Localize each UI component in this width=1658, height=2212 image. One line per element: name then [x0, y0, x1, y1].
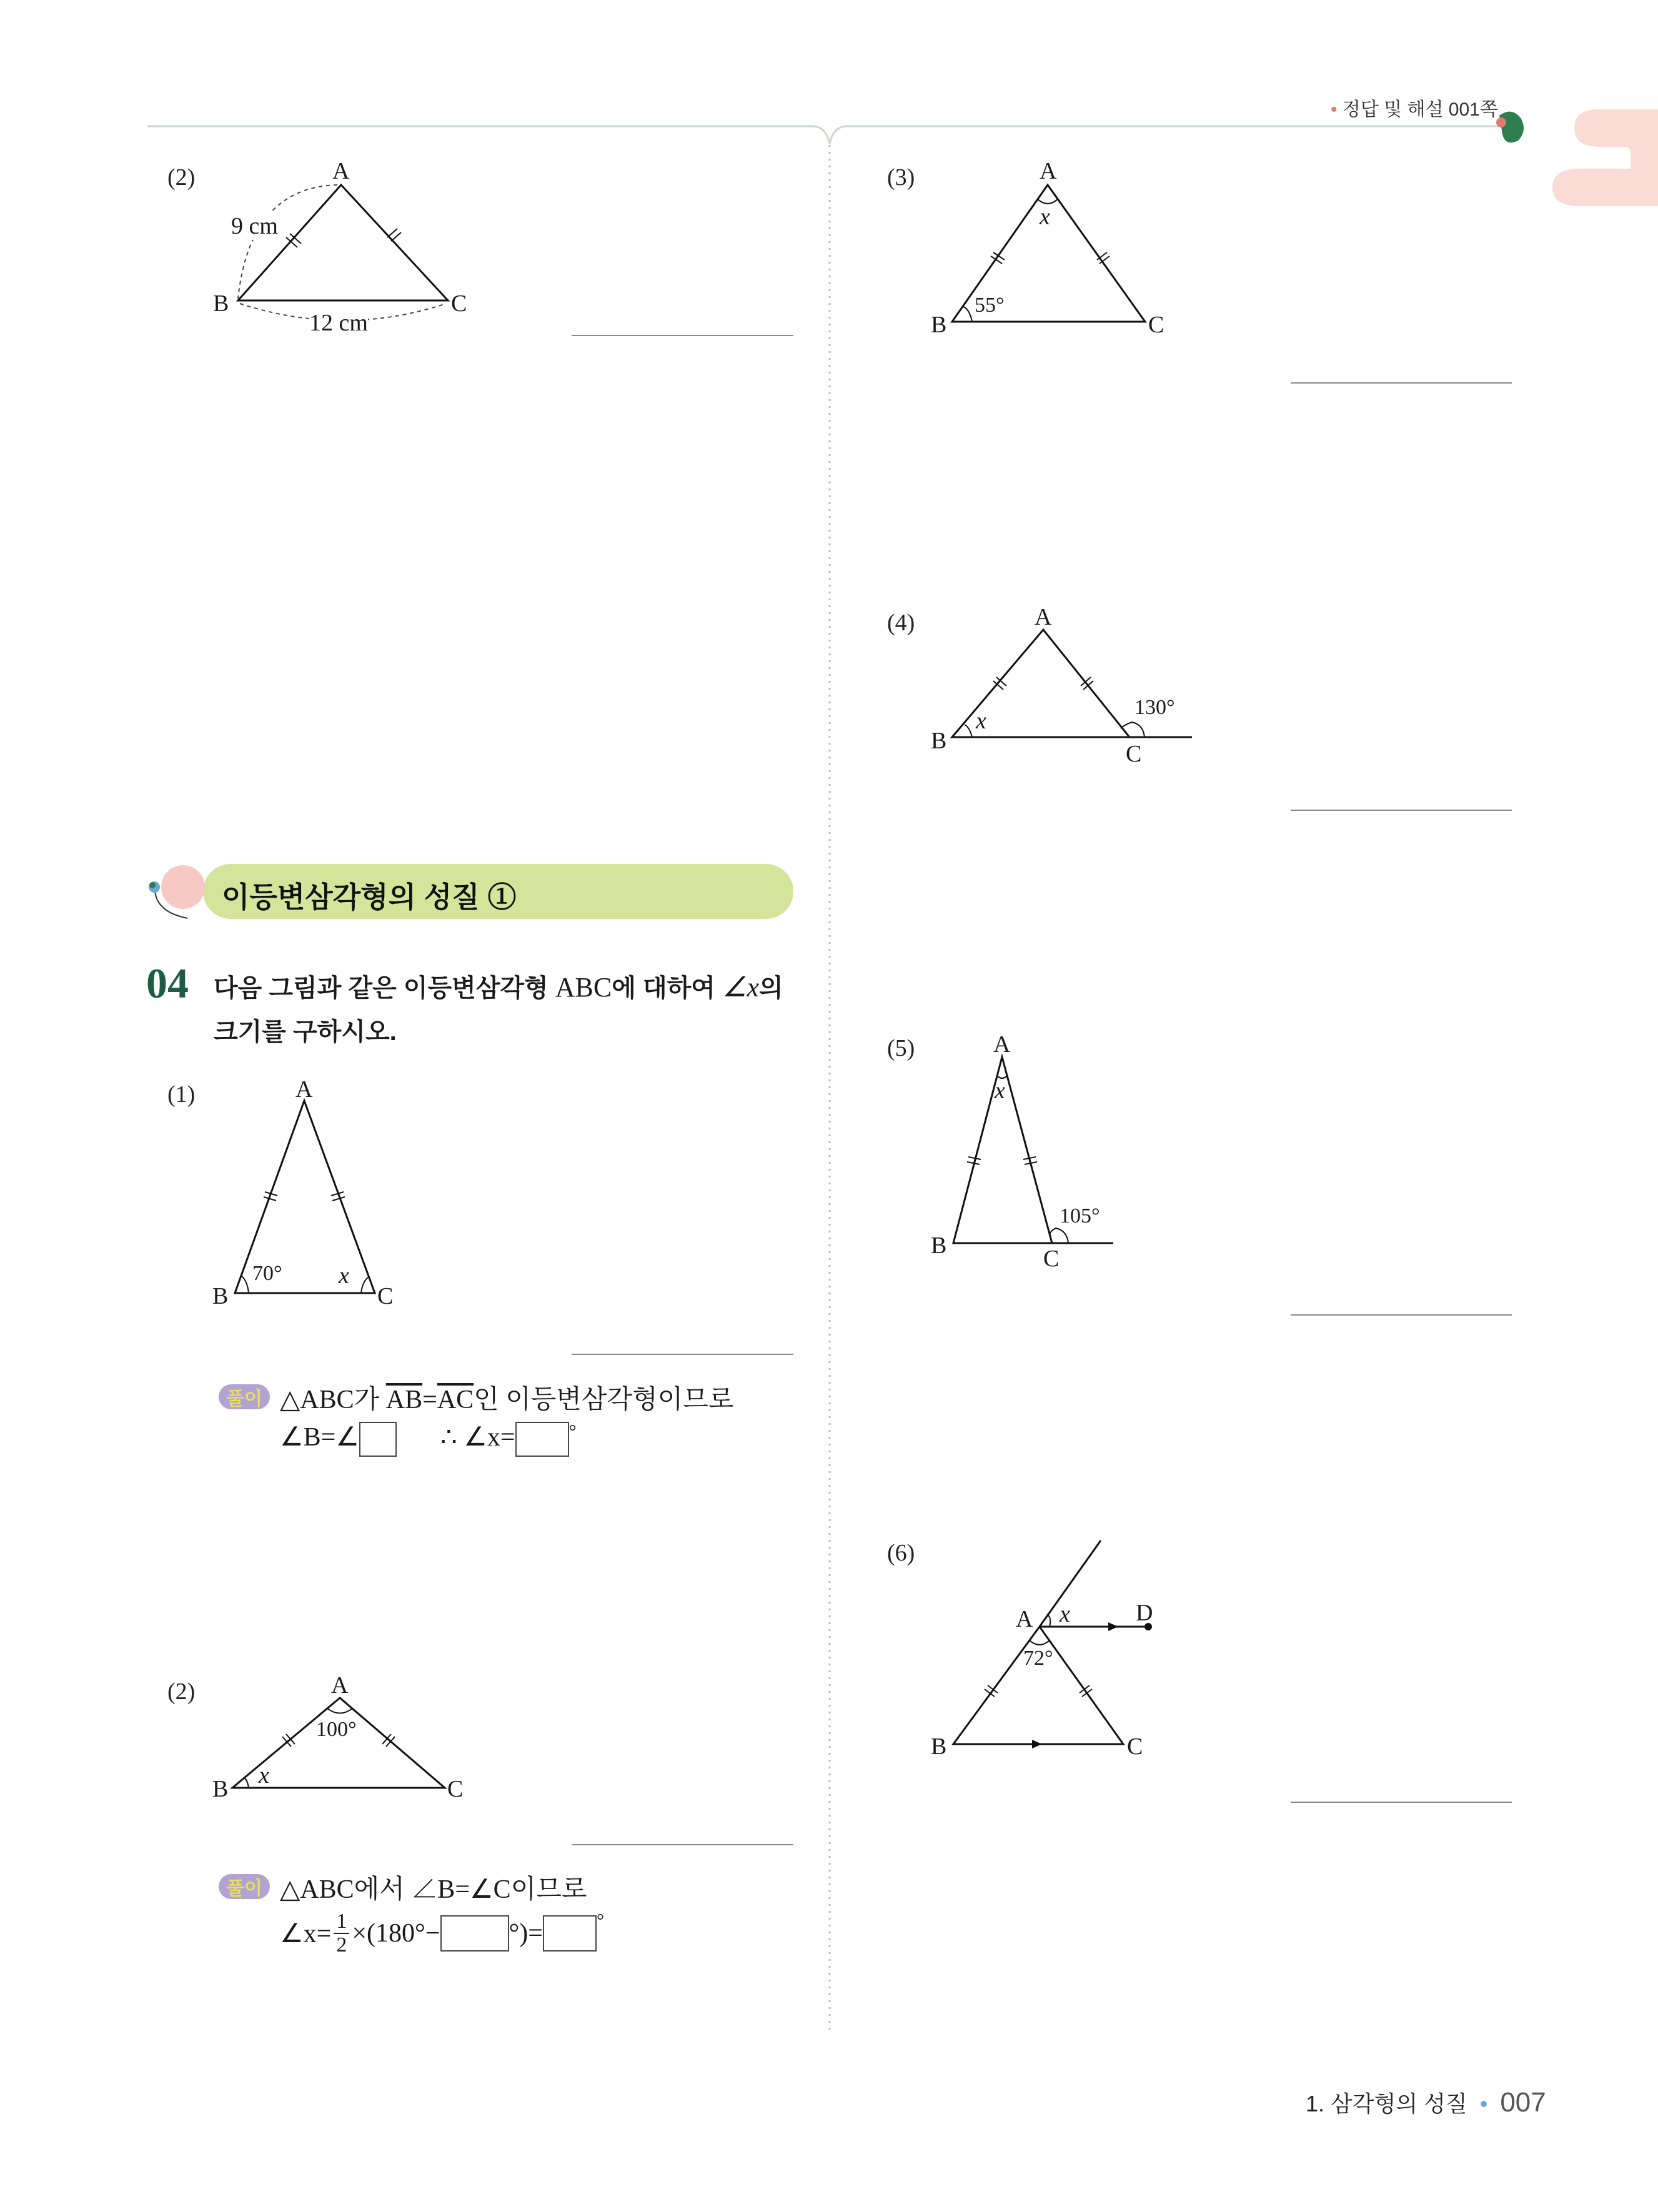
- vertex-a-label: A: [1035, 604, 1052, 630]
- solution-line1: △ABC가 $\overline{AB}=\overline{AC}$인 이등변삼각형이므로: [280, 1386, 734, 1414]
- page-number: 007: [1500, 2087, 1546, 2118]
- answer-reference: • 정답 및 해설 001쪽: [1331, 99, 1498, 120]
- vertex-a-label: A: [1040, 158, 1057, 184]
- vertex-b-label: B: [213, 290, 229, 317]
- vertex-d-label: D: [1136, 1600, 1153, 1626]
- problem-number: 04: [146, 960, 189, 1007]
- bullet-icon: •: [1479, 2091, 1488, 2116]
- vertex-b-label: B: [212, 1283, 229, 1309]
- vertex-c-label: C: [377, 1283, 394, 1309]
- angle-c-label: x: [339, 1262, 349, 1289]
- angle-a-label: 100°: [316, 1718, 357, 1741]
- vertex-c-label: C: [1148, 312, 1164, 338]
- solution-line2: ∠x= $\frac{1}{2}$ ×(180°− °)= °: [280, 1910, 604, 1957]
- vertex-b-label: B: [212, 1776, 229, 1802]
- angle-b-label: 55°: [975, 294, 1005, 317]
- vertex-c-label: C: [1043, 1246, 1060, 1272]
- problem-text-line2: 크기를 구하시오.: [214, 1018, 397, 1046]
- angle-a-label: 72°: [1023, 1647, 1053, 1670]
- angle-a-label: x: [995, 1078, 1005, 1104]
- solution-tag: 풀이: [219, 1874, 270, 1899]
- vertex-a-label: A: [331, 1672, 349, 1699]
- solution-tag: 풀이: [219, 1384, 270, 1409]
- vertex-c-label: C: [447, 1776, 464, 1802]
- answer-line: [1291, 1802, 1512, 1803]
- vertex-c-label: C: [451, 290, 467, 317]
- vertex-b-label: B: [931, 1733, 947, 1760]
- exterior-angle-label: 130°: [1134, 696, 1175, 719]
- section-title: 이등변삼각형의 성질 ①: [222, 881, 517, 913]
- item-number: (2): [167, 164, 196, 191]
- exterior-angle-label: 105°: [1060, 1204, 1100, 1228]
- vertex-c-label: C: [1127, 1733, 1143, 1760]
- item-number: (3): [887, 164, 915, 191]
- angle-b-label: x: [259, 1762, 269, 1788]
- vertex-c-label: C: [1126, 741, 1142, 767]
- vertex-a-label: A: [993, 1031, 1011, 1058]
- angle-x-label: x: [1060, 1601, 1070, 1627]
- item-number: (5): [887, 1035, 915, 1061]
- item-number: (4): [887, 610, 915, 636]
- vertex-b-label: B: [931, 312, 947, 338]
- vertex-a-label: A: [295, 1076, 313, 1103]
- solution-line2: ∠B=∠ ∴ ∠x= °: [280, 1421, 577, 1457]
- fraction: $\frac{1}{2}$: [334, 1910, 349, 1957]
- angle-b-label: x: [976, 708, 986, 734]
- bullet-icon: •: [1331, 99, 1338, 120]
- item-number: (6): [887, 1540, 915, 1566]
- solution-line1: △ABC에서 ∠B=∠C이므로: [280, 1875, 587, 1904]
- footer: [1306, 2086, 1546, 2118]
- side-bc-length: 12 cm: [309, 310, 368, 336]
- angle-b-label: 70°: [252, 1262, 282, 1285]
- vertex-b-label: B: [931, 728, 947, 754]
- vertex-b-label: B: [931, 1232, 947, 1259]
- item-number: (2): [167, 1679, 196, 1705]
- problem-text-line1: 다음 그림과 같은 이등변삼각형 ABC에 대하여 ∠x의: [214, 972, 783, 1003]
- item-number: (1): [167, 1081, 196, 1108]
- chapter-title: 1. 삼각형의 성질: [1306, 2091, 1467, 2116]
- angle-a-label: x: [1040, 204, 1050, 230]
- vertex-a-label: A: [332, 158, 350, 184]
- vertex-a-label: A: [1016, 1606, 1033, 1632]
- side-ab-length: 9 cm: [231, 213, 278, 239]
